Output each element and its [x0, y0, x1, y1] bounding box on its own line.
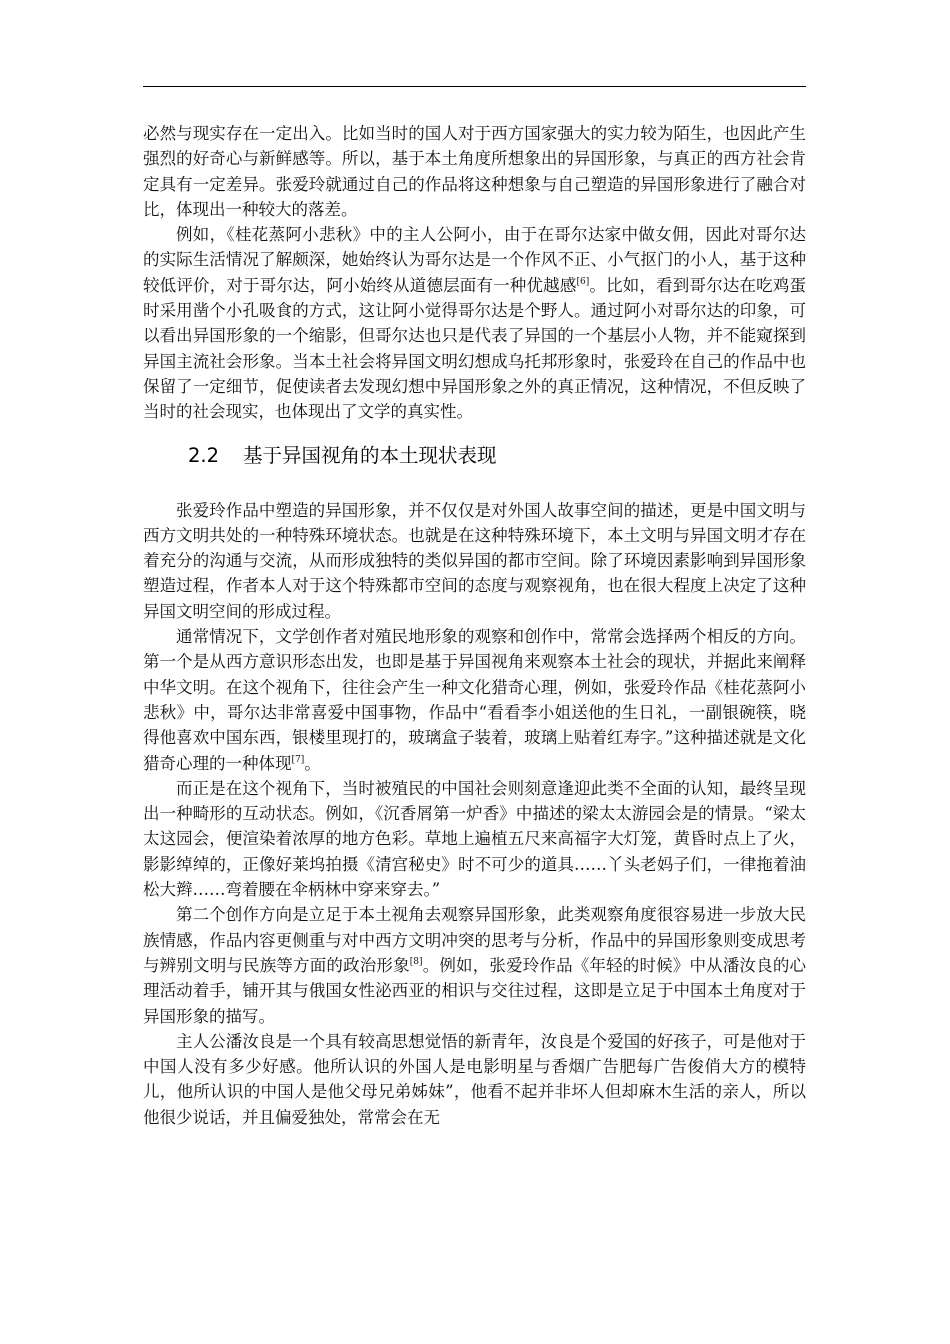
paragraph-text: 例如，《桂花蒸阿小悲秋》中的主人公阿小，由于在哥尔达家中做女佣，因此对哥尔达的实际生活情况了解颇深，她始终认为哥尔达是一个作风不正、小气抠门的小人，基于这种较低评价，对于哥尔达，阿小始终从道德层面有一种优越感 [143, 225, 806, 295]
citation-ref[interactable]: [8] [409, 956, 423, 967]
paragraph-text: 。比如，看到哥尔达在吃鸡蛋时采用凿个小孔吸食的方式，这让阿小觉得哥尔达是个野人。通过阿小对哥尔达的印象，可以看出异国形象的一个缩影，但哥尔达也只是代表了异国的一个基层小人物，并不能窥探到异国主流社会形象。当本土社会将异国文明幻想成乌托邦形象时，张爱玲在自己的作品中也保留了一定细节，促使读者去发现幻想中异国形象之外的真正情况，这种情况，不但反映了当时的社会现实，也体现出了文学的真实性。 [143, 275, 807, 422]
paragraph: 张爱玲作品中塑造的异国形象，并不仅仅是对外国人故事空间的描述，更是中国文明与西方文明共处的一种特殊环境状态。也就是在这种特殊环境下，本土文明与异国文明才存在着充分的沟通与交流，从而形成独特的类似异国的都市空间。除了环境因素影响到异国形象塑造过程，作者本人对于这个特殊都市空间的态度与观察视角，也在很大程度上决定了这种异国文明空间的形成过程。 [143, 500, 806, 621]
section-title: 基于异国视角的本土现状表现 [243, 443, 497, 467]
citation-ref[interactable]: [6] [576, 276, 590, 287]
paragraph: 而正是在这个视角下，当时被殖民的中国社会则刻意逢迎此类不全面的认知，最终呈现出一种畸形的互动状态。例如，《沉香屑第一炉香》中描述的梁太太游园会是的情景。“梁太太这园会，便渲染着浓厚的地方色彩。草地上遍植五尺来高福字大灯笼，黄昏时点上了火，影影绰绰的，正像好莱坞拍摄《清宫秘史》时不可少的道具……丫头老妈子们，一律拖着油松大辫……弯着腰在伞柄林中穿来穿去。” [143, 778, 806, 900]
paragraph: 主人公潘汝良是一个具有较高思想觉悟的新青年，汝良是个爱国的好孩子，可是他对于中国人没有多少好感。他所认识的外国人是电影明星与香烟广告肥每广告俊俏大方的模特儿，他所认识的中国人是他父母兄弟姊妹”，他看不起并非坏人但却麻木生活的亲人，所以他很少说话，并且偏爱独处，常常会在无 [143, 1031, 806, 1127]
body-text [143, 121, 806, 1130]
citation-ref[interactable]: [7] [291, 754, 305, 765]
paragraph-text: 。 [304, 753, 321, 773]
paragraph: 必然与现实存在一定出入。比如当时的国人对于西方国家强大的实力较为陌生，也因此产生强烈的好奇心与新鲜感等。所以，基于本土角度所想象出的异国形象，与真正的西方社会肯定具有一定差异。张爱玲就通过自己的作品将这种想象与自己塑造的异国形象进行了融合对比，体现出一种较大的落差。 [143, 124, 806, 219]
paragraph [143, 222, 806, 424]
section-heading [188, 443, 806, 469]
section-number: 2.2 [188, 443, 220, 467]
paragraph-text: 第二个创作方向是立足于本土视角去观察异国形象，此类观察角度很容易进一步放大民族情感，作品内容更侧重与对中西方文明冲突的思考与分析，作品中的异国形象则变成思考与辨别文明与民族等方面的政治形象 [143, 905, 806, 975]
paragraph-text: 通常情况下，文学创作者对殖民地形象的观察和创作中，常常会选择两个相反的方向。第一个是从西方意识形态出发，也即是基于异国视角来观察本土社会的现状，并据此来阐释中华文明。在这个视角下，往往会产生一种文化猎奇心理，例如，张爱玲作品《桂花蒸阿小悲秋》中，哥尔达非常喜爱中国事物，作品中“看看李小姐送他的生日礼，一副银碗筷，晓得他喜欢中国东西，银楼里现打的，玻璃盒子装着，玻璃上贴着红寿字。”这种描述就是文化猎奇心理的一种体现 [143, 627, 806, 773]
paragraph [143, 902, 806, 1028]
header-rule [143, 86, 806, 87]
paragraph [143, 624, 806, 776]
paragraph-text: 。例如，张爱玲作品《年轻的时候》中从潘汝良的心理活动着手，铺开其与俄国女性泌西亚的相识与交往过程，这即是立足于中国本土角度对于异国形象的描写。 [143, 955, 807, 1026]
